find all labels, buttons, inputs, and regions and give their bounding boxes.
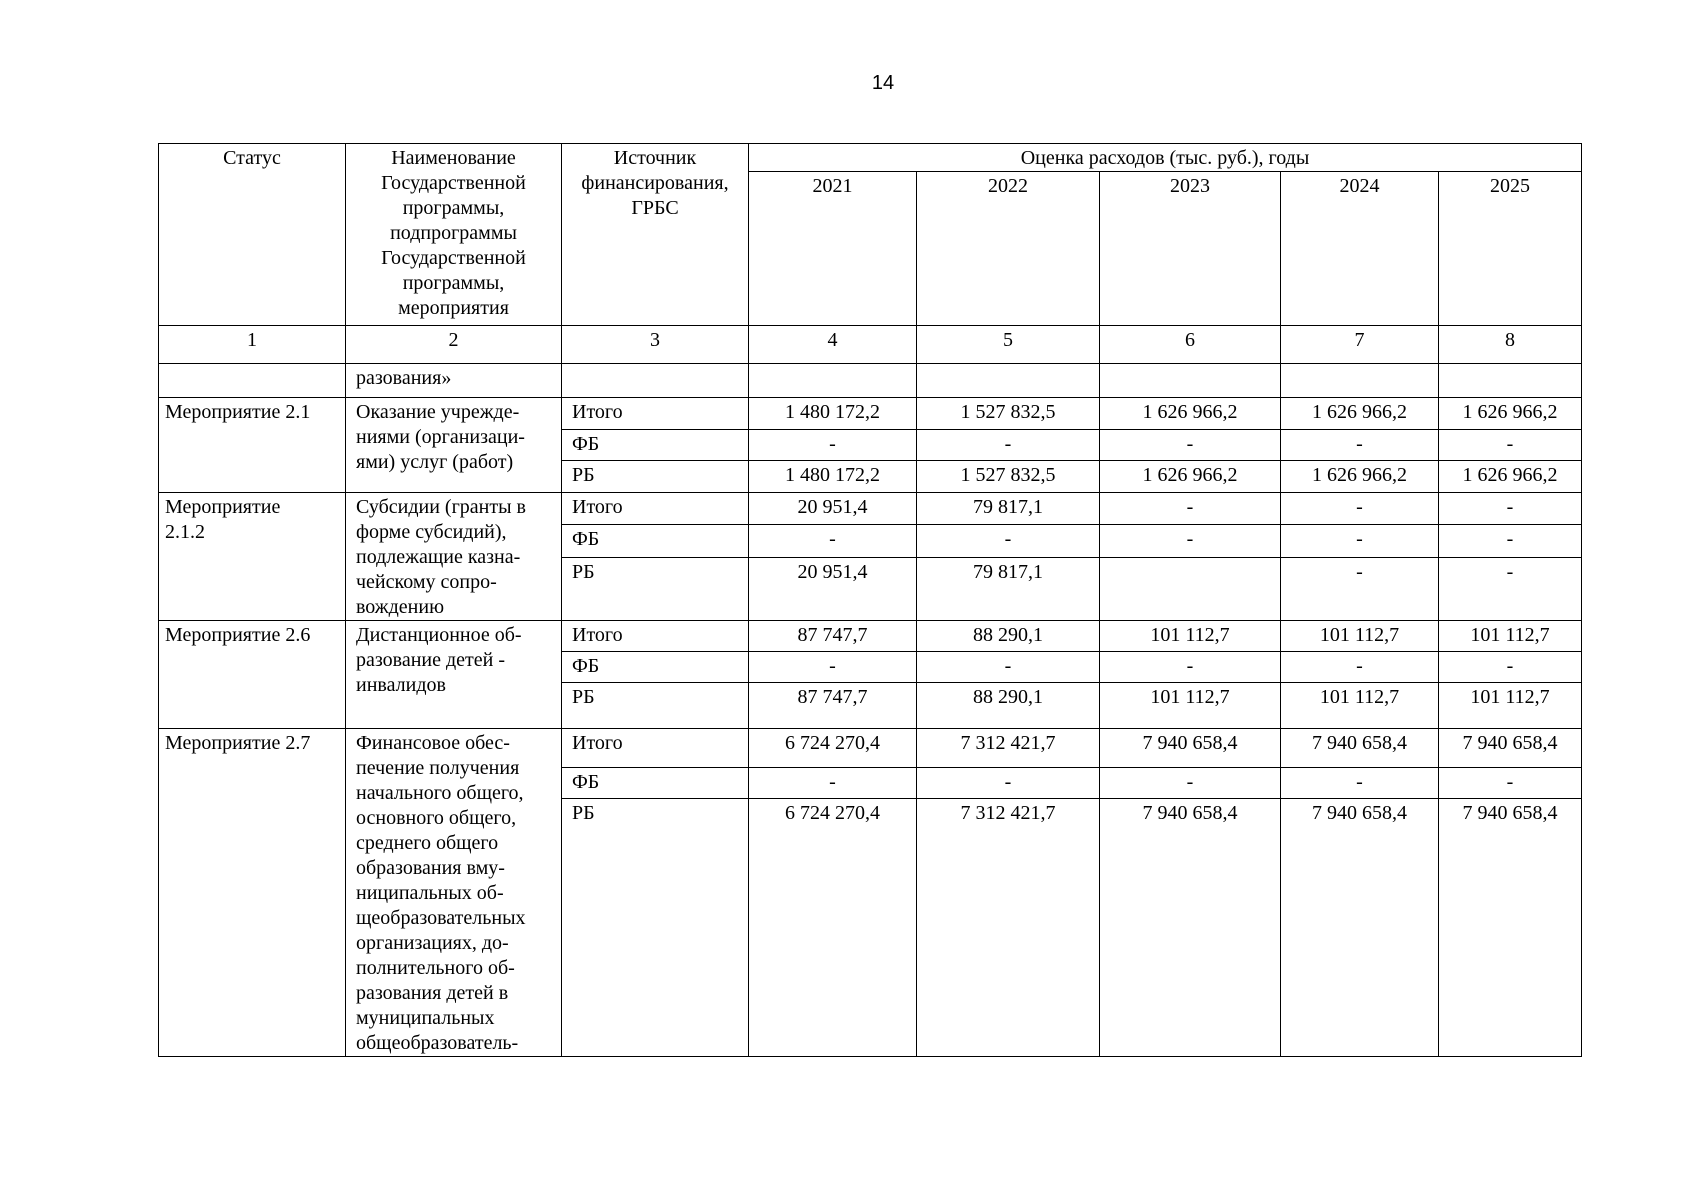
name-cell: [346, 493, 562, 621]
value-cell: 7 940 658,4: [1281, 799, 1439, 1057]
value-cell: -: [1281, 493, 1439, 525]
value-cell: 101 112,7: [1100, 621, 1281, 652]
name-line: Финансовое обес-: [356, 732, 510, 754]
name-line: полнительного об-: [356, 957, 515, 979]
source-cell: Итого: [562, 493, 749, 525]
value-cell: 20 951,4: [749, 557, 917, 621]
header-name-line: Государственной: [381, 172, 526, 194]
source-cell: РБ: [562, 461, 749, 493]
name-line: Дистанционное об-: [356, 624, 522, 646]
value-cell: 1 626 966,2: [1100, 398, 1281, 430]
source-cell: ФБ: [562, 652, 749, 683]
value-cell: 1 480 172,2: [749, 461, 917, 493]
name-line: общеобразователь-: [356, 1032, 519, 1054]
value-cell: -: [1439, 493, 1582, 525]
continuation-cell: [1439, 364, 1582, 398]
name-line: образования вму-: [356, 857, 505, 879]
value-cell: 7 940 658,4: [1100, 799, 1281, 1057]
continuation-cell: [1100, 364, 1281, 398]
value-cell: -: [1100, 525, 1281, 557]
source-cell: РБ: [562, 683, 749, 729]
source-cell: Итого: [562, 621, 749, 652]
status-cell: [159, 621, 346, 729]
value-cell: -: [1281, 767, 1439, 798]
value-cell: 7 940 658,4: [1439, 729, 1582, 768]
column-number: 2: [346, 326, 562, 364]
value-cell: -: [1281, 525, 1439, 557]
header-year: 2022: [917, 172, 1100, 326]
name-cell: [346, 621, 562, 729]
name-cell: [346, 729, 562, 1057]
value-cell: 7 940 658,4: [1281, 729, 1439, 768]
value-cell: 1 480 172,2: [749, 398, 917, 430]
header-year: 2024: [1281, 172, 1439, 326]
header-year: 2023: [1100, 172, 1281, 326]
status-line: 2.1.2: [165, 521, 205, 543]
name-line: основного общего,: [356, 807, 517, 829]
header-source-line: ГРБС: [631, 197, 679, 219]
value-cell: -: [917, 430, 1100, 461]
name-line: Субсидии (гранты в: [356, 496, 526, 518]
name-line: муниципальных: [356, 1007, 495, 1029]
table-row: [159, 398, 1582, 430]
header-source-line: финансирования,: [581, 172, 729, 194]
status-line: Мероприятие 2.7: [165, 732, 311, 754]
name-line: вождению: [356, 596, 445, 618]
name-line: ниципальных об-: [356, 882, 504, 904]
table-row: [159, 729, 1582, 768]
name-line: подлежащие казна-: [356, 546, 521, 568]
header-name-line: Наименование: [391, 147, 516, 169]
continuation-cell: [917, 364, 1100, 398]
value-cell: 79 817,1: [917, 493, 1100, 525]
name-line: ями) услуг (работ): [356, 451, 514, 473]
name-line: начального общего,: [356, 782, 524, 804]
value-cell: 1 626 966,2: [1439, 461, 1582, 493]
status-cell: [159, 493, 346, 621]
value-cell: -: [1439, 525, 1582, 557]
value-cell: -: [749, 767, 917, 798]
value-cell: 101 112,7: [1439, 683, 1582, 729]
name-line: ниями (организаци-: [356, 426, 525, 448]
value-cell: 7 312 421,7: [917, 799, 1100, 1057]
value-cell: -: [749, 652, 917, 683]
status-line: Мероприятие: [165, 496, 281, 518]
value-cell: -: [1100, 430, 1281, 461]
source-cell: Итого: [562, 398, 749, 430]
source-cell: ФБ: [562, 767, 749, 798]
status-line: Мероприятие 2.1: [165, 401, 311, 423]
header-name-line: подпрограммы: [390, 222, 517, 244]
value-cell: -: [917, 525, 1100, 557]
value-cell: 1 527 832,5: [917, 398, 1100, 430]
name-line: щеобразовательных: [356, 907, 526, 929]
source-cell: РБ: [562, 799, 749, 1057]
table-row: [159, 493, 1582, 525]
value-cell: -: [1439, 767, 1582, 798]
value-cell: 1 626 966,2: [1281, 398, 1439, 430]
status-cell: [159, 729, 346, 1057]
value-cell: 101 112,7: [1439, 621, 1582, 652]
value-cell: 7 312 421,7: [917, 729, 1100, 768]
value-cell: -: [749, 430, 917, 461]
value-cell: -: [1439, 652, 1582, 683]
value-cell: 6 724 270,4: [749, 729, 917, 768]
header-estimate: Оценка расходов (тыс. руб.), годы: [749, 144, 1582, 172]
value-cell: 1 527 832,5: [917, 461, 1100, 493]
name-line: инвалидов: [356, 674, 446, 696]
value-cell: -: [1100, 493, 1281, 525]
value-cell: 1 626 966,2: [1100, 461, 1281, 493]
header-name-line: программы,: [402, 197, 505, 219]
value-cell: 79 817,1: [917, 557, 1100, 621]
value-cell: -: [917, 652, 1100, 683]
value-cell: -: [1439, 430, 1582, 461]
value-cell: 1 626 966,2: [1281, 461, 1439, 493]
header-name-line: Государственной: [381, 247, 526, 269]
header-year: 2021: [749, 172, 917, 326]
value-cell: [1100, 557, 1281, 621]
value-cell: -: [1281, 557, 1439, 621]
value-cell: 101 112,7: [1100, 683, 1281, 729]
value-cell: -: [917, 767, 1100, 798]
column-number: 1: [159, 326, 346, 364]
table-row: [159, 621, 1582, 652]
name-line: разования детей в: [356, 982, 509, 1004]
status-line: Мероприятие 2.6: [165, 624, 311, 646]
header-status: Статус: [159, 144, 346, 326]
source-cell: Итого: [562, 729, 749, 768]
column-number: 3: [562, 326, 749, 364]
value-cell: 6 724 270,4: [749, 799, 917, 1057]
continuation-cell: [749, 364, 917, 398]
expenditure-table: [158, 143, 1582, 1057]
column-number: 4: [749, 326, 917, 364]
header-source-line: Источник: [613, 147, 697, 169]
header-name-line: программы,: [402, 272, 505, 294]
value-cell: -: [1100, 652, 1281, 683]
name-line: организациях, до-: [356, 932, 509, 954]
name-line: разование детей -: [356, 649, 506, 671]
value-cell: 87 747,7: [749, 621, 917, 652]
value-cell: 88 290,1: [917, 621, 1100, 652]
name-line: среднего общего: [356, 832, 499, 854]
source-cell: ФБ: [562, 430, 749, 461]
header-name-line: мероприятия: [398, 297, 509, 319]
value-cell: -: [1439, 557, 1582, 621]
header-year: 2025: [1439, 172, 1582, 326]
value-cell: 87 747,7: [749, 683, 917, 729]
header-source: [562, 144, 749, 326]
value-cell: -: [749, 525, 917, 557]
column-number: 8: [1439, 326, 1582, 364]
value-cell: 88 290,1: [917, 683, 1100, 729]
name-cell: [346, 398, 562, 493]
continuation-cell: [562, 364, 749, 398]
name-line: чейскому сопро-: [356, 571, 497, 593]
continuation-cell: [1281, 364, 1439, 398]
page-number: 14: [871, 72, 895, 94]
name-line: форме субсидий),: [356, 521, 507, 543]
continuation-status-cell: [159, 364, 346, 398]
column-number: 6: [1100, 326, 1281, 364]
source-cell: РБ: [562, 557, 749, 621]
value-cell: 1 626 966,2: [1439, 398, 1582, 430]
column-number: 5: [917, 326, 1100, 364]
value-cell: -: [1281, 652, 1439, 683]
value-cell: 7 940 658,4: [1100, 729, 1281, 768]
name-line: Оказание учрежде-: [356, 401, 520, 423]
value-cell: -: [1100, 767, 1281, 798]
value-cell: 20 951,4: [749, 493, 917, 525]
name-line: печение получения: [356, 757, 520, 779]
value-cell: 101 112,7: [1281, 621, 1439, 652]
continuation-text: разования»: [346, 364, 562, 398]
value-cell: -: [1281, 430, 1439, 461]
status-cell: [159, 398, 346, 493]
source-cell: ФБ: [562, 525, 749, 557]
header-name: [346, 144, 562, 326]
value-cell: 101 112,7: [1281, 683, 1439, 729]
value-cell: 7 940 658,4: [1439, 799, 1582, 1057]
column-number: 7: [1281, 326, 1439, 364]
